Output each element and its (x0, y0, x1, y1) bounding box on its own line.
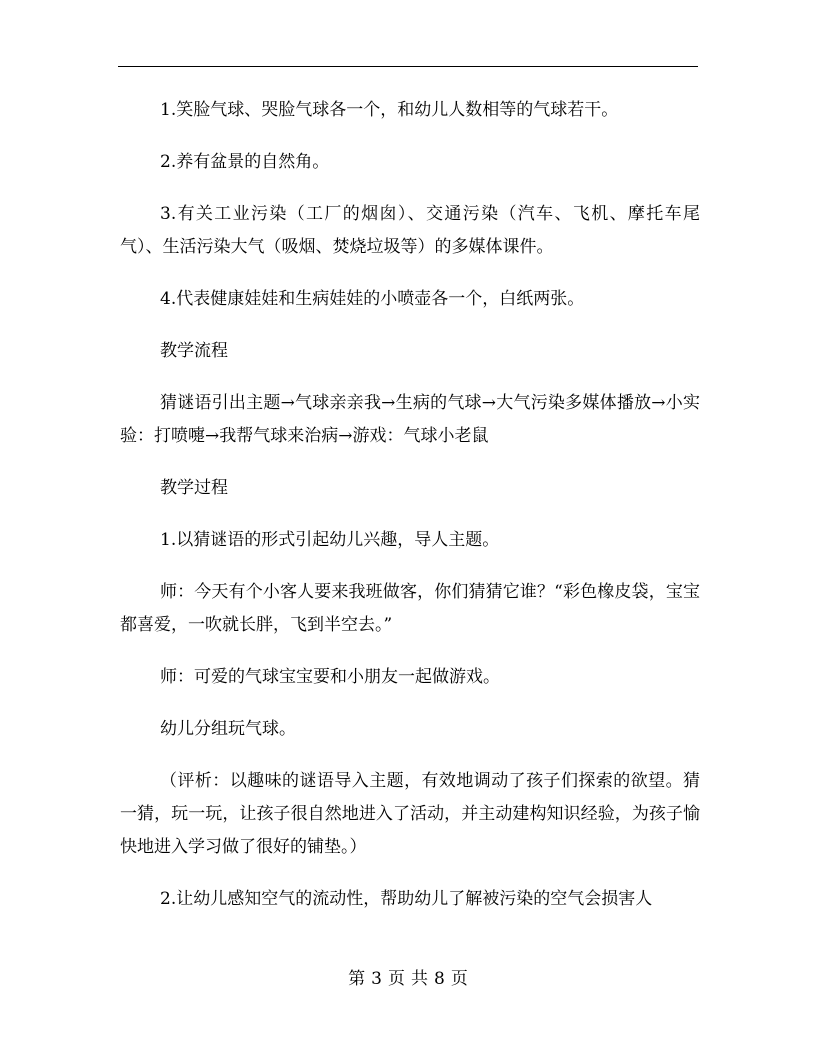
flow-description: 猜谜语引出主题→气球亲亲我→生病的气球→大气污染多媒体播放→小实验：打喷嚏→我帮气球来治病→游戏：气球小老鼠 (120, 393, 700, 446)
section-heading-flow: 教学流程 (160, 341, 228, 361)
material-item-4: 4.代表健康娃娃和生病娃娃的小喷壶各一个，白纸两张。 (160, 289, 585, 309)
footer-total-pages: 8 (434, 969, 445, 989)
footer-prefix: 第 (348, 969, 366, 989)
teacher-dialogue-1: 师：今天有个小客人要来我班做客，你们猜猜它谁？“彩色橡皮袋，宝宝都喜爱，一吹就长胖，飞到半空去。” (120, 582, 700, 635)
header-rule (118, 66, 698, 67)
document-body (120, 94, 700, 935)
section-heading-process: 教学过程 (160, 478, 228, 498)
children-activity: 幼儿分组玩气球。 (160, 719, 296, 739)
material-item-3: 3.有关工业污染（工厂的烟囱）、交通污染（汽车、飞机、摩托车尾气）、生活污染大气（吸烟、焚烧垃圾等）的多媒体课件。 (120, 204, 700, 257)
footer-total-label: 共 (411, 969, 428, 989)
process-step-2: 2.让幼儿感知空气的流动性，帮助幼儿了解被污染的空气会损害人 (160, 889, 653, 909)
footer-suffix: 页 (450, 969, 468, 989)
footer-page-label: 页 (388, 969, 405, 989)
commentary: （评析：以趣味的谜语导入主题，有效地调动了孩子们探索的欲望。猜一猜，玩一玩，让孩子很自然地进入了活动，并主动建构知识经验，为孩子愉快地进入学习做了很好的铺垫。） (120, 771, 700, 857)
teacher-dialogue-2: 师：可爱的气球宝宝要和小朋友一起做游戏。 (160, 667, 500, 687)
material-item-2: 2.养有盆景的自然角。 (160, 152, 330, 172)
process-step-1: 1.以猜谜语的形式引起幼儿兴趣，导人主题。 (160, 530, 500, 550)
footer-page-number: 3 (371, 969, 382, 989)
page-footer (0, 966, 816, 992)
material-item-1: 1.笑脸气球、哭脸气球各一个，和幼儿人数相等的气球若干。 (160, 100, 619, 120)
